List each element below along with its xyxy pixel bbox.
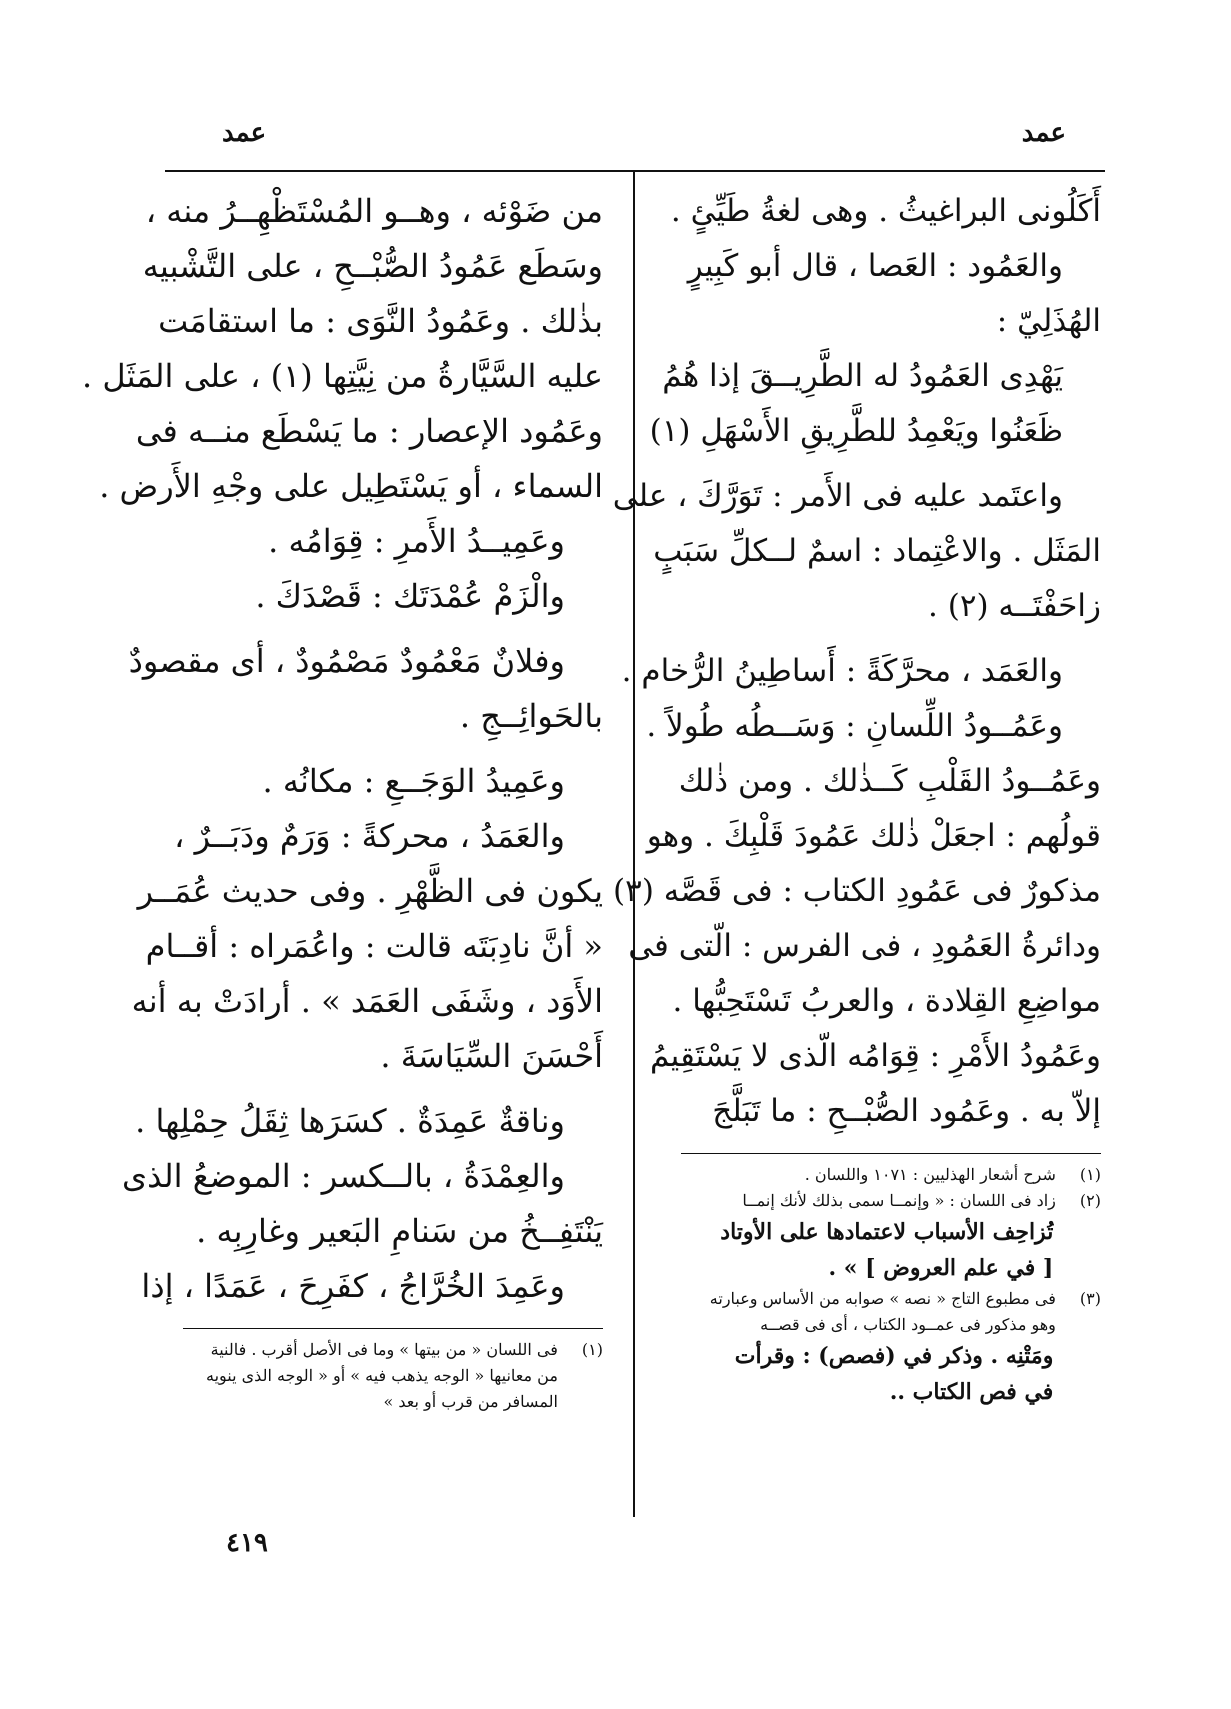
footnote-continuation [631,1338,1101,1374]
text-line: إلاّ به . وعَمُود الصُّبْــحِ : ما تَبَلَّجَ [712,1093,1101,1129]
footnote [631,1286,1101,1312]
text-line: يكون فى الظَّهْرِ . وفى حديث عُمَــر [137,872,603,910]
text-line: والعَمُود : العَصا ، قال أبو كَبِيرٍ [687,248,1063,284]
text-line: السماء ، أو يَسْتَطِيل على وجْهِ الأَرض . [99,467,603,505]
text-line: مذكورٌ فى عَمُودِ الكتاب : فى قَصَّه (٣) [613,873,1101,909]
footnote-continuation [173,1389,603,1415]
footnote-continuation [631,1312,1101,1338]
footnote-text: [ في علم العروض ] » . [828,1255,1054,1281]
text-line: وفلانٌ مَعْمُودٌ مَصْمُودٌ ، أى مقصودٌ [128,642,565,680]
running-head-right: عمد [1021,118,1066,148]
footnote-text: فى مطبوع التاج « نصه » صوابه من الأساس وعبارته [709,1289,1056,1308]
text-line: ودائرةُ العَمُودِ ، فى الفرس : الّتى فى [628,928,1101,964]
footnote-text: ومَتْنِه . وذكر في (فصص) : وقرأت [734,1343,1054,1369]
text-line: الأَوَد ، وشَفَى العَمَد » . أرادَتْ به أنه [131,982,603,1020]
text-line: الهُذَلِيّ : [996,303,1101,339]
footnote-text: زاد فى اللسان : « وإنمــا سمى بذلك لأنك إنمــا [742,1191,1056,1210]
text-line: أَكَلُونى البراغيثُ . وهى لغةُ طَيِّئٍ . [670,193,1101,229]
text-line: وعَمُــودُ اللِّسانِ : وَسَــطُه طُولاً . [646,708,1063,744]
text-line: وعَمُودُ الأَمْرِ : قِوَامُه الّذى لا يَسْتَقِيمُ [649,1038,1101,1074]
page-number: ٤١٩ [226,1528,268,1558]
footnote-text: في فص الكتاب .. [889,1379,1054,1405]
verse-line: يَهْدِى العَمُودُ له الطَّرِيــقَ إذا هُمُ [662,358,1063,394]
footnote-rule [681,1153,1101,1154]
text-line: أَحْسَنَ السِّيَاسَةَ . [380,1037,603,1075]
footnote-text: وهو مذكور فى عمــود الكتاب ، أى فى قصــه [760,1315,1056,1334]
text-line: وعَمِيــدُ الأَمرِ : قِوَامُه . [268,522,565,560]
footnote-text: فى اللسان « من بيتها » وما فى الأصل أقرب . فالنية [210,1340,558,1359]
footnote-continuation [173,1363,603,1389]
text-line: يَنْتَفِــخُ من سَنامِ البَعير وغارِبِه . [196,1212,603,1250]
footnote-number: (١) [581,1340,603,1359]
left-column [82,184,603,1415]
text-line: واعتَمد عليه فى الأَمر : تَوَرَّكَ ، على [612,478,1063,514]
verse-line: ظَعَنُوا ويَعْمِدُ للطَّرِيقِ الأَسْهَلِ (١) [649,413,1063,449]
header-rule [165,170,1105,172]
running-head-left: عمد [222,118,267,148]
footnote [173,1337,603,1363]
text-line: من ضَوْئه ، وهــو المُسْتَظْهِــرُ منه ، [145,192,603,230]
text-line: وسَطَع عَمُودُ الصُّبْــحِ ، على التَّشْبيه [142,247,603,285]
text-line: مواضِعِ القِلادة ، والعربُ تَسْتَحِبُّها . [672,983,1101,1019]
text-line: قولُهم : اجعَلْ ذٰلك عَمُودَ قَلْبِكَ . وهو [646,818,1101,854]
text-line: وعَمِدَ الخُرَّاجُ ، كفَرِحَ ، عَمَدًا ، إذا [141,1267,565,1305]
footnote [631,1188,1101,1214]
footnote-continuation [631,1214,1101,1250]
text-line: المَثَل . والاعْتِماد : اسمٌ لــكلِّ سَبَبٍ [653,533,1101,569]
text-line: والعَمَدُ ، محركةً : وَرَمٌ ودَبَــرٌ ، [174,817,565,855]
footnote-number: (٣) [1079,1289,1101,1308]
footnote [631,1162,1101,1188]
text-line: والْزَمْ عُمْدَتَك : قَصْدَكَ . [255,577,565,615]
footnote-continuation [631,1374,1101,1410]
text-line: وعَمُــودُ القَلْبِ كَــذٰلك . ومن ذٰلك [678,763,1101,799]
footnote-text: المسافر من قرب أو بعد » [383,1392,558,1411]
text-line: والعَمَد ، محرَّكَةً : أَساطِينُ الرُّخام . [621,653,1063,689]
text-line: بالحَوائِــجِ . [459,697,603,735]
footnote-number: (١) [1079,1165,1101,1184]
footnote-text: شرح أشعار الهذليين : ١٠٧١ واللسان . [804,1165,1056,1184]
text-line: بذٰلك . وعَمُودُ النَّوَى : ما استقامَت [158,302,603,340]
text-line: عليه السَّيَّارةُ من نِيَّتِها (١) ، على المَثَل . [82,357,603,395]
footnote-continuation [631,1250,1101,1286]
footnote-text: من معانيها « الوجه يذهب فيه » أو « الوجه الذى ينويه [205,1366,558,1385]
footnote-rule [183,1328,603,1329]
footnote-number: (٢) [1079,1191,1101,1210]
right-column [612,184,1101,1410]
text-line: وعَمِيدُ الوَجَــعِ : مكانُه . [262,762,565,800]
text-line: وعَمُود الإعصار : ما يَسْطَع منــه فى [135,412,603,450]
text-line: وناقةٌ عَمِدَةٌ . كسَرَها ثِقَلُ حِمْلِها . [135,1102,565,1140]
text-line: « أنَّ نادِبَتَه قالت : واعُمَراه : أقــام [145,927,603,965]
text-line: والعِمْدَةُ ، بالــكسر : الموضعُ الذى [122,1157,565,1195]
footnote-text: تُزاحِف الأسباب لاعتمادها على الأوتاد [720,1219,1054,1245]
text-line: زاحَفْتَــه (٢) . [928,588,1101,624]
